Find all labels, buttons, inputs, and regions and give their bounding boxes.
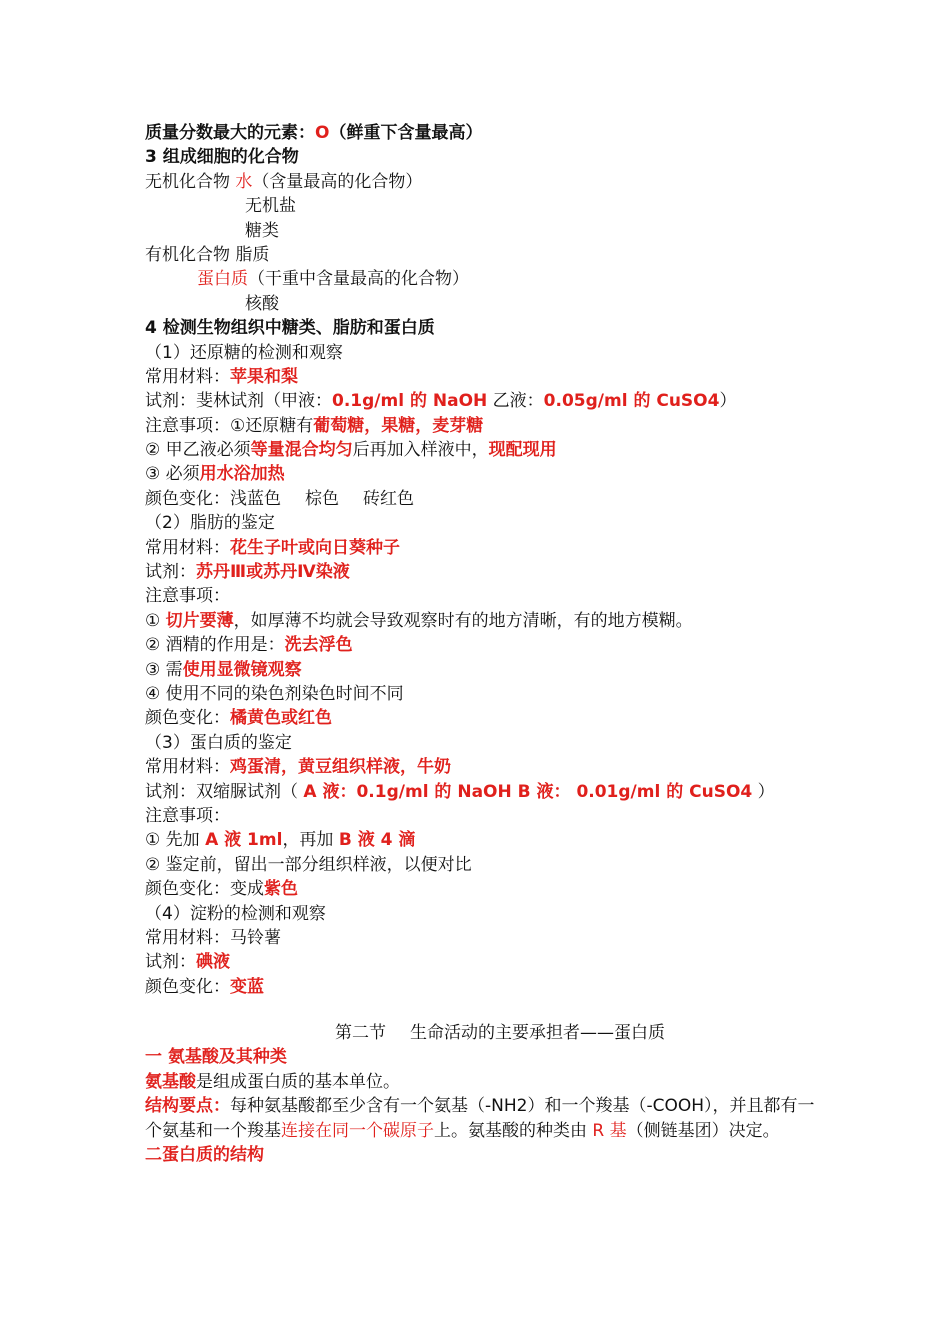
text-line: 试剂：碘液 xyxy=(145,952,230,973)
text-line: 注意事项：①还原糖有葡萄糖，果糖，麦芽糖 xyxy=(145,415,484,436)
text-line: 颜色变化：变成紫色 xyxy=(145,879,298,900)
text-line: 注意事项： xyxy=(145,805,230,826)
subsection-heading: （2）脂肪的鉴定 xyxy=(145,513,275,534)
text-line: 注意事项： xyxy=(145,586,230,607)
text-line: 试剂：双缩脲试剂（ A 液：0.1g/ml 的 NaOH B 液： 0.01g/ml 的 CuSO4 ） xyxy=(145,781,775,802)
chapter-title: 第二节 生命活动的主要承担者——蛋白质 xyxy=(335,1023,665,1044)
text-line: ② 甲乙液必须等量混合均匀后再加入样液中，现配现用 xyxy=(145,440,557,461)
section-heading: 一 氨基酸及其种类 xyxy=(145,1047,287,1068)
document-content xyxy=(145,121,825,1167)
text-line: 核酸 xyxy=(245,293,279,314)
text-line: 无机化合物 水（含量最高的化合物） xyxy=(145,171,423,192)
text-line: 常用材料：马铃薯 xyxy=(145,927,281,948)
section-heading: 4 检测生物组织中糖类、脂肪和蛋白质 xyxy=(145,318,435,339)
subsection-heading: （3）蛋白质的鉴定 xyxy=(145,732,292,753)
text-line: 氨基酸是组成蛋白质的基本单位。 xyxy=(145,1071,400,1092)
text-line: 无机盐 xyxy=(245,196,296,217)
text-line: ④ 使用不同的染色剂染色时间不同 xyxy=(145,683,404,704)
text-line: 颜色变化：变蓝 xyxy=(145,976,264,997)
text-line: ③ 必须用水浴加热 xyxy=(145,464,285,485)
subsection-heading: （4）淀粉的检测和观察 xyxy=(145,903,326,924)
text-line: 常用材料：花生子叶或向日葵种子 xyxy=(145,537,400,558)
text-line: 颜色变化：浅蓝色 棕色 砖红色 xyxy=(145,488,414,509)
text-line: 试剂：苏丹Ⅲ或苏丹Ⅳ染液 xyxy=(145,562,350,583)
text-line: ① 切片要薄，如厚薄不均就会导致观察时有的地方清晰，有的地方模糊。 xyxy=(145,610,693,631)
section-heading: 3 组成细胞的化合物 xyxy=(145,147,299,168)
text-line: 质量分数最大的元素：O（鲜重下含量最高） xyxy=(145,123,483,143)
text-line: 常用材料：鸡蛋清，黄豆组织样液，牛奶 xyxy=(145,757,451,778)
text-line: ② 酒精的作用是：洗去浮色 xyxy=(145,635,353,656)
text-line: 常用材料：苹果和梨 xyxy=(145,366,298,387)
section-heading: 二蛋白质的结构 xyxy=(145,1145,264,1166)
text-line: ③ 需使用显微镜观察 xyxy=(145,659,302,680)
text-line: 有机化合物 脂质 xyxy=(145,244,270,265)
text-line: 颜色变化：橘黄色或红色 xyxy=(145,708,332,729)
text-paragraph: 结构要点：每种氨基酸都至少含有一个氨基（-NH2）和一个羧基（-COOH），并且都有一个氨基和一个羧基连接在同一个碳原子上。氨基酸的种类由 R 基（侧链基团）决定。 xyxy=(145,1096,815,1141)
subsection-heading: （1）还原糖的检测和观察 xyxy=(145,342,343,363)
text-line: 试剂：斐林试剂（甲液：0.1g/ml 的 NaOH 乙液：0.05g/ml 的 CuSO4） xyxy=(145,391,737,412)
text-line: 蛋白质（干重中含量最高的化合物） xyxy=(197,269,469,290)
text-line: ① 先加 A 液 1ml，再加 B 液 4 滴 xyxy=(145,830,416,851)
text-line: 糖类 xyxy=(245,220,279,241)
text-line: ② 鉴定前，留出一部分组织样液，以便对比 xyxy=(145,854,472,875)
